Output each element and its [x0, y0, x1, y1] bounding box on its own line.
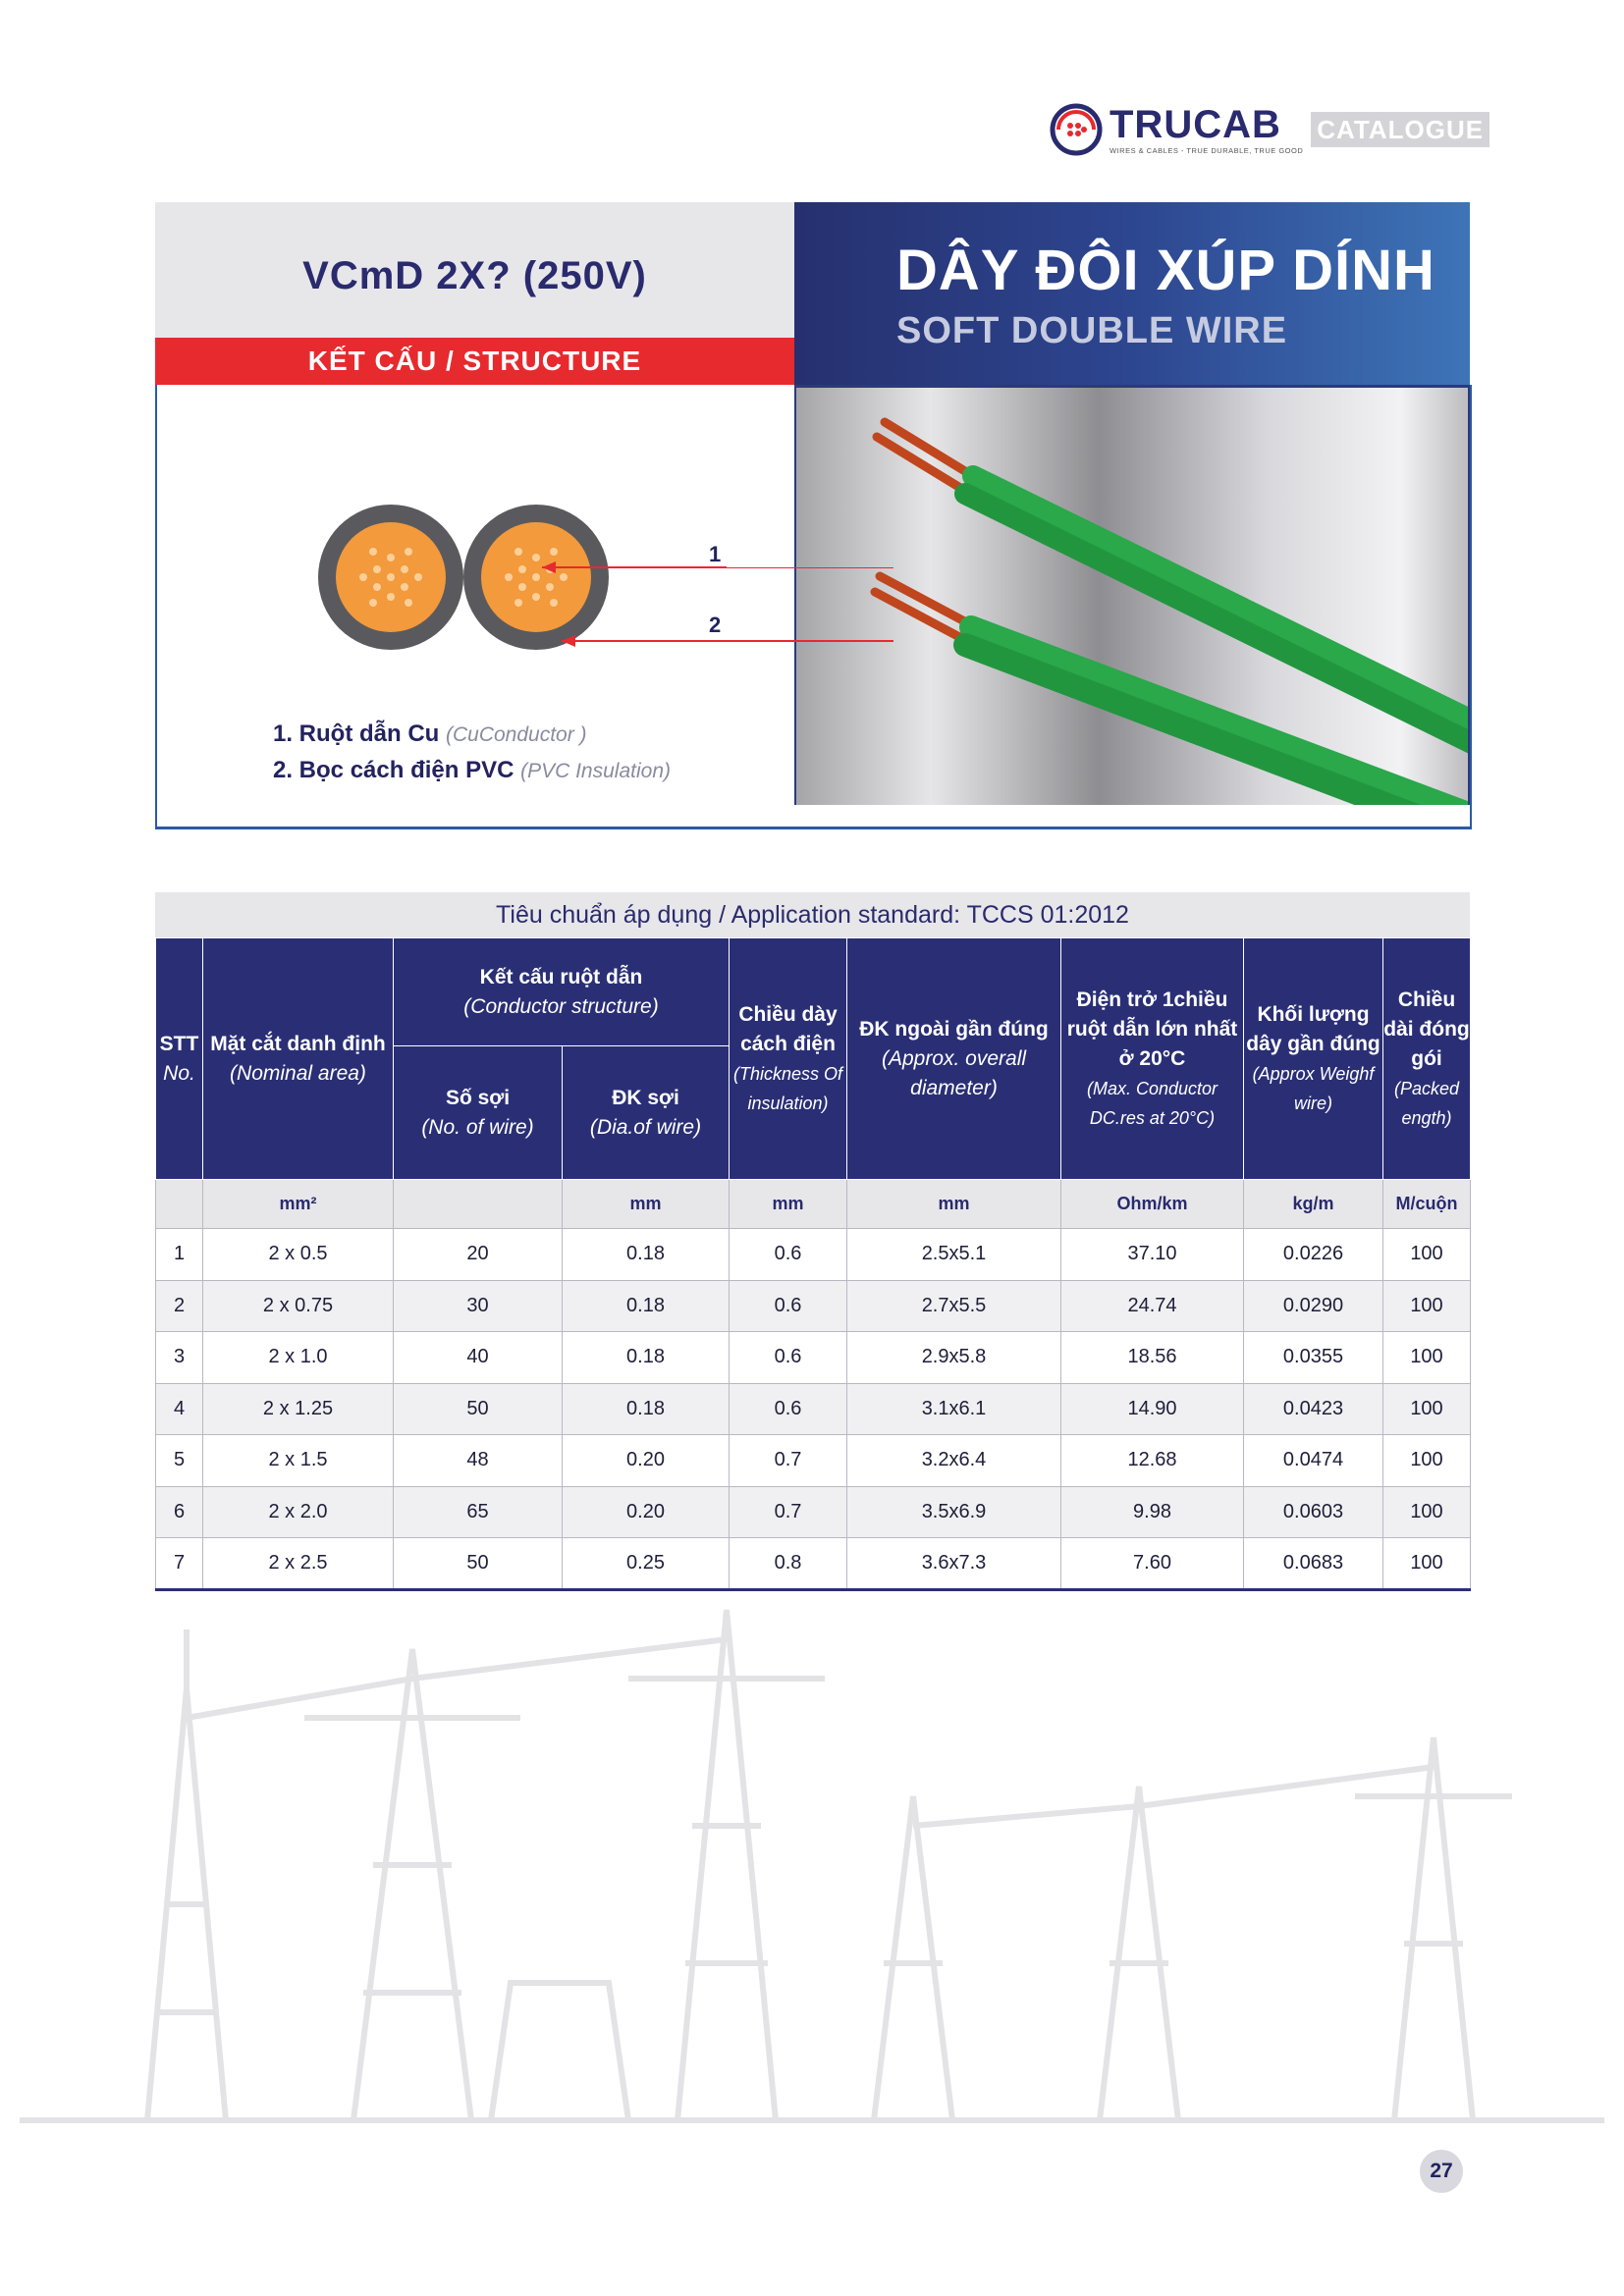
legend-item-conductor: 1. Ruột dẫn Cu (CuConductor ) [273, 721, 587, 747]
table-row [156, 1383, 1471, 1435]
callout-1: 1 [709, 542, 722, 566]
table-cell: 0.20 [563, 1486, 730, 1538]
table-cell: 100 [1383, 1332, 1471, 1384]
header-overall: ĐK ngoài gần đúng (Approx. overall diameter) [847, 938, 1061, 1180]
table-cell: 0.8 [730, 1538, 847, 1590]
table-cell: 0.18 [563, 1280, 730, 1332]
application-standard: Tiêu chuẩn áp dụng / Application standard: TCCS 01:2012 [155, 892, 1470, 937]
table-row [156, 1486, 1471, 1538]
table-cell: 100 [1383, 1229, 1471, 1281]
table-cell: 0.7 [730, 1486, 847, 1538]
power-towers-background [0, 1571, 1624, 2140]
table-cell: 0.25 [563, 1538, 730, 1590]
table-cell: 2 x 0.75 [203, 1280, 394, 1332]
product-code: VCmD 2X? (250V) [302, 253, 647, 297]
table-cell: 7 [156, 1538, 203, 1590]
table-cell: 14.90 [1061, 1383, 1244, 1435]
table-cell: 3.6x7.3 [847, 1538, 1061, 1590]
table-cell: 7.60 [1061, 1538, 1244, 1590]
header-stt: STT No. [156, 938, 203, 1180]
header-dia: ĐK sợi (Dia.of wire) [563, 1046, 730, 1180]
product-photo [794, 385, 1470, 805]
table-cell: 2.5x5.1 [847, 1229, 1061, 1281]
table-cell: 0.18 [563, 1332, 730, 1384]
table-cell: 0.0423 [1244, 1383, 1383, 1435]
table-cell: 100 [1383, 1538, 1471, 1590]
table-cell: 65 [394, 1486, 563, 1538]
table-cell: 2 x 2.0 [203, 1486, 394, 1538]
brand-logo [1049, 102, 1489, 157]
table-cell: 2.9x5.8 [847, 1332, 1061, 1384]
table-cell: 48 [394, 1435, 563, 1487]
table-cell: 6 [156, 1486, 203, 1538]
table-cell: 24.74 [1061, 1280, 1244, 1332]
table-cell: 0.18 [563, 1383, 730, 1435]
table-row [156, 1332, 1471, 1384]
table-cell: 37.10 [1061, 1229, 1244, 1281]
table-cell: 0.0603 [1244, 1486, 1383, 1538]
table-cell: 100 [1383, 1435, 1471, 1487]
product-title-block [794, 202, 1470, 385]
table-cell: 50 [394, 1383, 563, 1435]
product-title-en: SOFT DOUBLE WIRE [896, 310, 1288, 351]
product-title-vn: DÂY ĐÔI XÚP DÍNH [896, 239, 1435, 302]
table-cell: 40 [394, 1332, 563, 1384]
table-cell: 0.0290 [1244, 1280, 1383, 1332]
table-cell: 0.6 [730, 1229, 847, 1281]
brand-tagline: WIRES & CABLES - TRUE DURABLE, TRUE GOOD [1110, 145, 1304, 155]
double-wire-illustration [796, 388, 1470, 805]
table-cell: 9.98 [1061, 1486, 1244, 1538]
structure-heading: KẾT CẤU / STRUCTURE [155, 338, 794, 385]
table-cell: 2 x 1.5 [203, 1435, 394, 1487]
brand-name: TRUCAB [1110, 102, 1281, 146]
table-cell: 100 [1383, 1486, 1471, 1538]
header-wires: Số sợi (No. of wire) [394, 1046, 563, 1180]
table-cell: 18.56 [1061, 1332, 1244, 1384]
table-cell: 30 [394, 1280, 563, 1332]
catalogue-label: CATALOGUE [1311, 112, 1489, 147]
callout-2: 2 [709, 613, 722, 637]
table-row [156, 1280, 1471, 1332]
table-cell: 3.1x6.1 [847, 1383, 1061, 1435]
table-cell: 0.18 [563, 1229, 730, 1281]
page-number: 27 [1420, 2150, 1463, 2193]
table-cell: 50 [394, 1538, 563, 1590]
trucab-logo-icon [1049, 102, 1104, 157]
table-cell: 100 [1383, 1383, 1471, 1435]
table-cell: 0.6 [730, 1332, 847, 1384]
table-cell: 3 [156, 1332, 203, 1384]
header-resistance: Điện trở 1chiều ruột dẫn lớn nhất ở 20°C (Max. Conductor DC.res at 20°C) [1061, 938, 1244, 1180]
table-cell: 3.2x6.4 [847, 1435, 1061, 1487]
table-cell: 4 [156, 1383, 203, 1435]
table-cell: 0.7 [730, 1435, 847, 1487]
table-cell: 0.0474 [1244, 1435, 1383, 1487]
table-row [156, 1435, 1471, 1487]
structure-legend [273, 717, 671, 789]
table-cell: 0.6 [730, 1280, 847, 1332]
table-cell: 12.68 [1061, 1435, 1244, 1487]
table-row [156, 1229, 1471, 1281]
table-cell: 0.0683 [1244, 1538, 1383, 1590]
table-cell: 0.0226 [1244, 1229, 1383, 1281]
header-area: Mặt cắt danh định (Nominal area) [203, 938, 394, 1180]
spec-table [155, 937, 1471, 1591]
table-cell: 0.6 [730, 1383, 847, 1435]
table-cell: 20 [394, 1229, 563, 1281]
header-thickness: Chiều dày cách điện (Thickness Of insulation) [730, 938, 847, 1180]
table-cell: 2 [156, 1280, 203, 1332]
table-cell: 3.5x6.9 [847, 1486, 1061, 1538]
cross-section-diagram [314, 501, 727, 658]
product-code-block [155, 202, 794, 338]
table-cell: 2 x 1.0 [203, 1332, 394, 1384]
table-cell: 0.20 [563, 1435, 730, 1487]
table-cell: 2 x 2.5 [203, 1538, 394, 1590]
header-weight: Khối lượng dây gần đúng (Approx Weighf wire) [1244, 938, 1383, 1180]
table-cell: 2 x 0.5 [203, 1229, 394, 1281]
table-cell: 2.7x5.5 [847, 1280, 1061, 1332]
table-cell: 5 [156, 1435, 203, 1487]
header-length: Chiều dài đóng gói (Packed ength) [1383, 938, 1471, 1180]
legend-item-insulation: 2. Bọc cách điện PVC (PVC Insulation) [273, 757, 671, 783]
table-cell: 0.0355 [1244, 1332, 1383, 1384]
table-cell: 100 [1383, 1280, 1471, 1332]
table-cell: 1 [156, 1229, 203, 1281]
units-row: mm² mm mm mm Ohm/km kg/m M/cuộn [156, 1180, 1471, 1229]
table-cell: 2 x 1.25 [203, 1383, 394, 1435]
pointer-extension [727, 567, 893, 646]
header-structure: Kết cấu ruột dẫn (Conductor structure) [394, 938, 730, 1046]
